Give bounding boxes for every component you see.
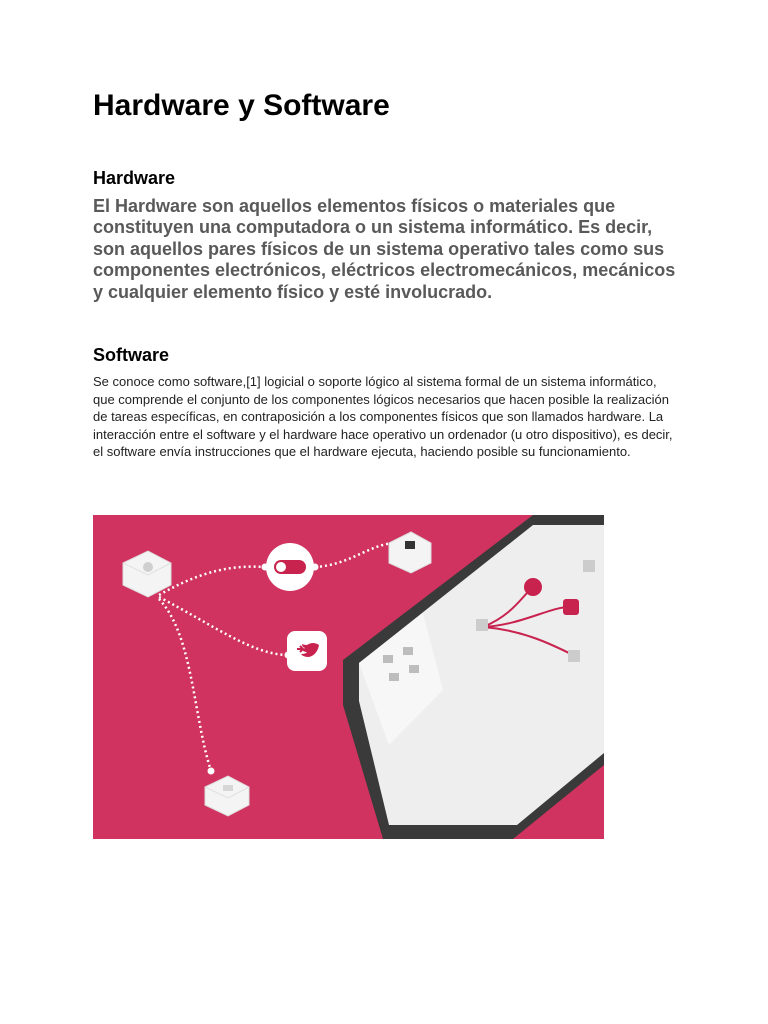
section-body-software: Se conoce como software,[1] logicial o soporte lógico al sistema formal de un sistema informático, que comprende el conjunto de los componentes lógicos necesarios que hacen posible la realización de tareas específicas, en contraposición a los componentes físicos que son llamados hardware. La interacción entre el software y el hardware hace operativo un ordenador (u otro dispositivo), es decir, el software envía instrucciones que el hardware ejecuta, haciendo posible su funcionamiento. [93,374,673,459]
section-heading-software: Software [93,345,170,365]
section-heading-hardware: Hardware [93,168,176,188]
twitter-bird-icon [287,631,327,671]
illustration-svg [93,515,604,839]
section-body-hardware: El Hardware son aquellos elementos físicos o materiales que constituyen una computadora o un sistema informático. Es decir, son aquellos pares físicos de un sistema operativo tales como sus componentes electrónicos, eléctricos electromecánicos, mecánicos y cualquier elemento físico y esté involucrado. [93,196,676,302]
page-title: Hardware y Software [93,89,390,122]
hardware-software-illustration [93,515,604,839]
toggle-switch-icon [266,543,314,591]
